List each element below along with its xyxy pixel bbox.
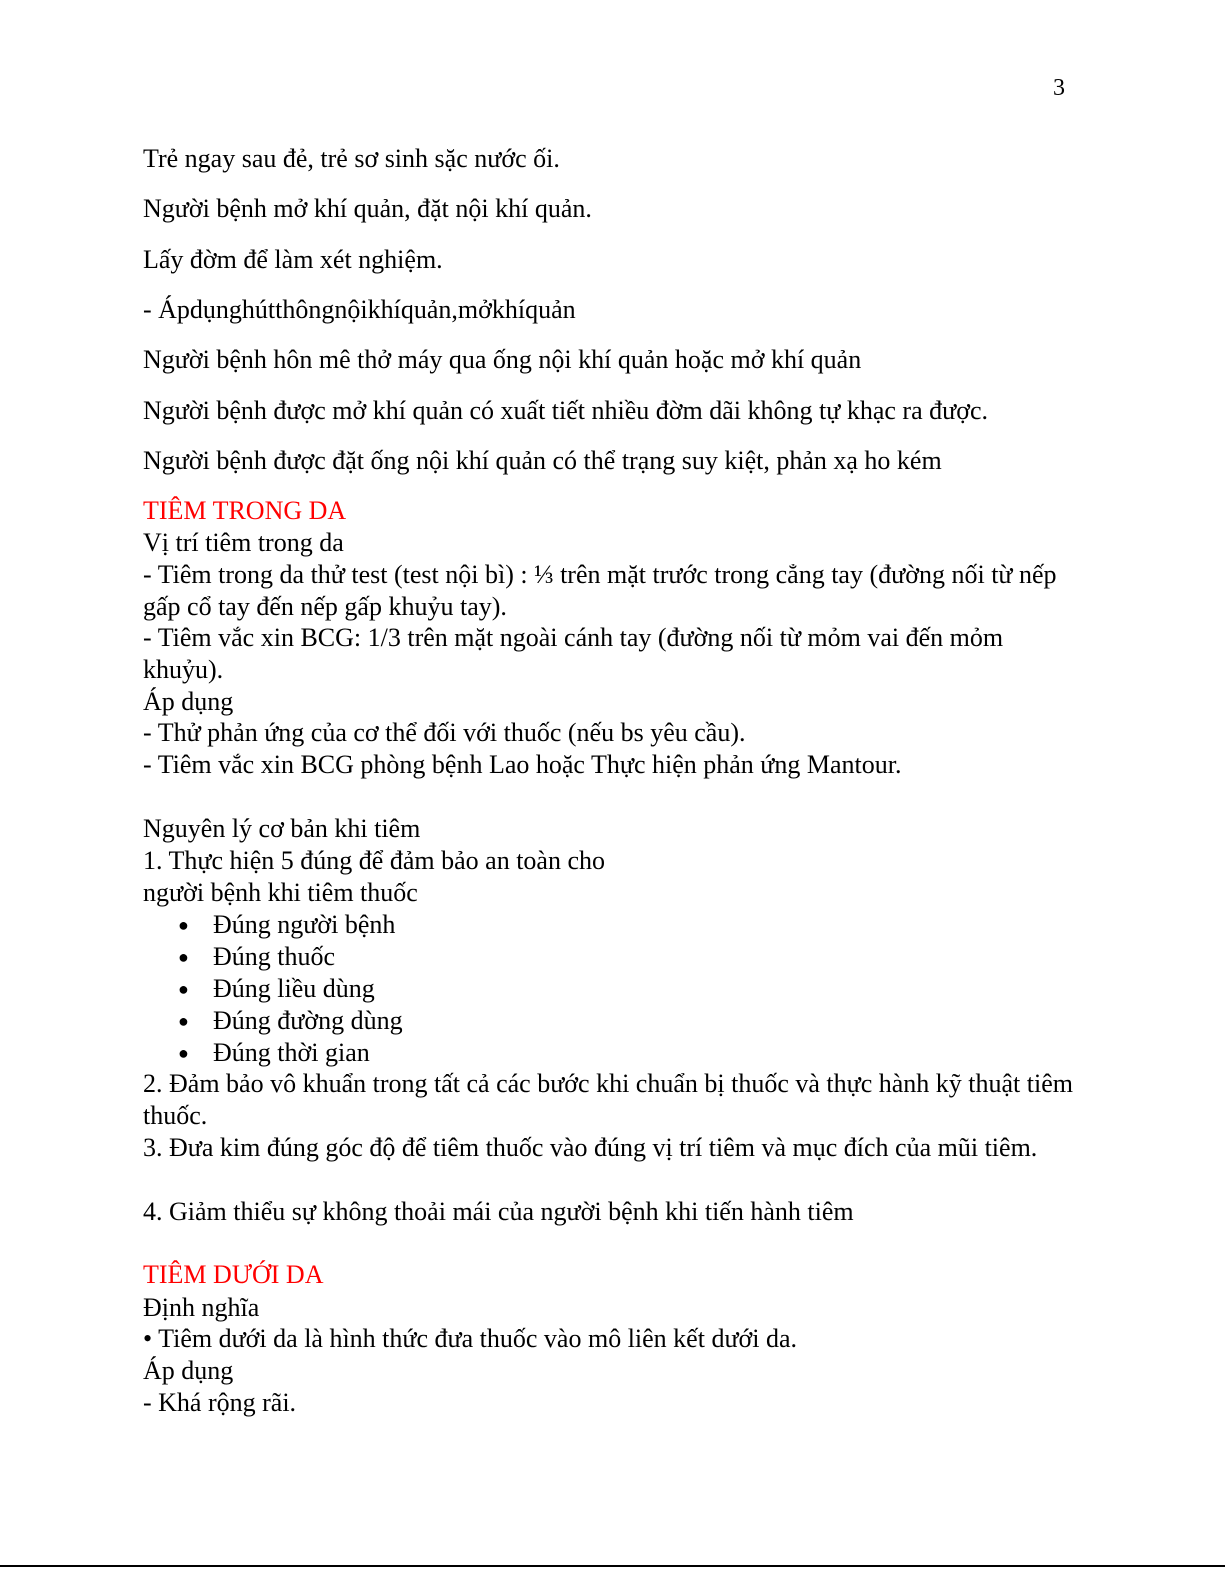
principles-item-2: 2. Đảm bảo vô khuẩn trong tất cả các bước khi chuẩn bị thuốc và thực hành kỹ thuật tiêm thuốc. — [143, 1069, 1073, 1130]
list-item: ● Đúng thuốc — [143, 941, 403, 973]
intradermal-apply-2: - Tiêm vắc xin BCG phòng bệnh Lao hoặc Thực hiện phản ứng Mantour. — [143, 750, 902, 779]
list-item: ● Đúng đường dùng — [143, 1005, 403, 1037]
intradermal-apply-1: - Thử phản ứng của cơ thể đối với thuốc (nếu bs yêu cầu). — [143, 718, 746, 747]
suction-line-7: Người bệnh được đặt ống nội khí quản có thể trạng suy kiệt, phản xạ ho kém — [143, 446, 942, 475]
principles-item-3: 3. Đưa kim đúng góc độ để tiêm thuốc vào đúng vị trí tiêm và mục đích của mũi tiêm. — [143, 1133, 1038, 1162]
intradermal-apply-title: Áp dụng — [143, 687, 234, 716]
list-item: ● Đúng liều dùng — [143, 973, 403, 1005]
intradermal-site-2: - Tiêm vắc xin BCG: 1/3 trên mặt ngoài cánh tay (đường nối từ mỏm vai đến mỏm khuỷu). — [143, 623, 1004, 684]
suction-line-6: Người bệnh được mở khí quản có xuất tiết nhiều đờm dãi không tự khạc ra được. — [143, 396, 988, 425]
suction-line-4: - Ápdụnghútthôngnộikhíquản,mởkhíquản — [143, 295, 576, 324]
intradermal-site-title: Vị trí tiêm trong da — [143, 528, 344, 557]
subcutaneous-def-title: Định nghĩa — [143, 1293, 260, 1322]
suction-line-1: Trẻ ngay sau đẻ, trẻ sơ sinh sặc nước ối. — [143, 144, 560, 173]
list-item: ● Đúng thời gian — [143, 1037, 403, 1069]
page-number: 3 — [1053, 75, 1065, 101]
suction-line-2: Người bệnh mở khí quản, đặt nội khí quản. — [143, 194, 592, 223]
suction-line-5: Người bệnh hôn mê thở máy qua ống nội khí quản hoặc mở khí quản — [143, 345, 862, 374]
subcutaneous-apply-title: Áp dụng — [143, 1356, 234, 1385]
intradermal-heading: TIÊM TRONG DA — [143, 496, 347, 525]
suction-line-3: Lấy đờm để làm xét nghiệm. — [143, 245, 443, 274]
list-item: ● Đúng người bệnh — [143, 909, 403, 941]
principles-item-4: 4. Giảm thiểu sự không thoải mái của người bệnh khi tiến hành tiêm — [143, 1197, 854, 1226]
subcutaneous-heading: TIÊM DƯỚI DA — [143, 1260, 324, 1289]
subcutaneous-apply-1: - Khá rộng rãi. — [143, 1388, 297, 1417]
five-rights-list — [143, 909, 403, 1069]
page-bottom-rule — [0, 1565, 1225, 1567]
principles-title: Nguyên lý cơ bản khi tiêm — [143, 814, 421, 843]
principles-item-1: 1. Thực hiện 5 đúng để đảm bảo an toàn cho người bệnh khi tiêm thuốc — [143, 846, 605, 907]
intradermal-site-1: - Tiêm trong da thử test (test nội bì) : ⅓ trên mặt trước trong cẳng tay (đường nối từ nếp gấp cổ tay đến nếp gấp khuỷu tay). — [143, 560, 1057, 621]
subcutaneous-def-1: • Tiêm dưới da là hình thức đưa thuốc vào mô liên kết dưới da. — [143, 1324, 798, 1353]
